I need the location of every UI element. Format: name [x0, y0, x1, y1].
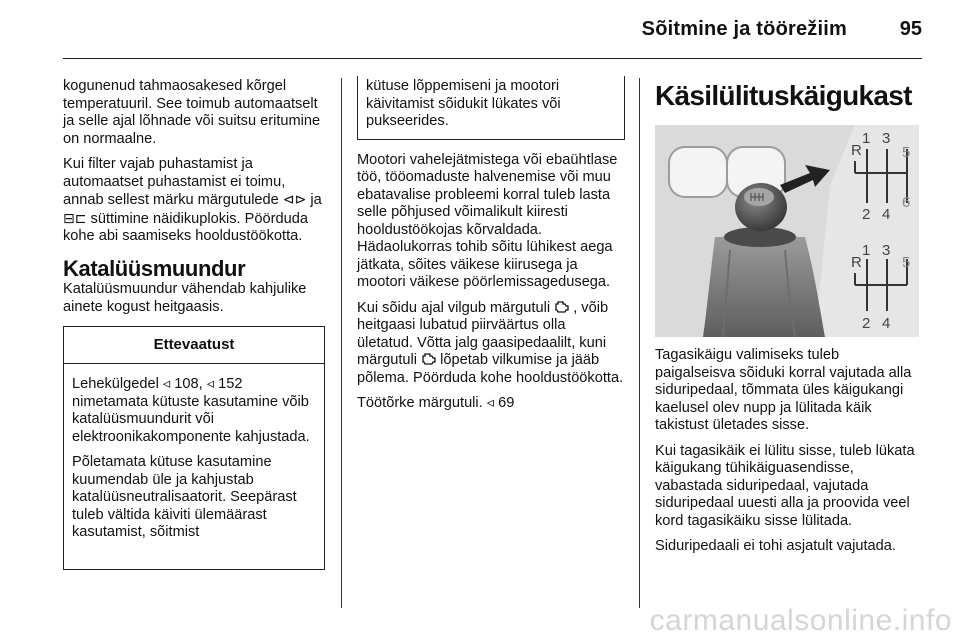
gear-label: 3 — [882, 242, 891, 259]
paragraph: kogunenud tahmaosakesed kõrgel temperatuuril. See toimub automaatselt ja selle ajal lõhnade või suitsu eritumine on normaalne. — [63, 78, 321, 147]
caution-body — [64, 364, 324, 542]
gear-label: R — [851, 254, 862, 271]
text: ja — [310, 192, 322, 208]
column-3 — [655, 78, 923, 564]
exhaust-warning-icon: ⊲⊳ — [282, 191, 307, 207]
section-heading: Katalüüsmuundur — [63, 255, 246, 281]
paragraph — [357, 300, 625, 388]
text: lõpetab vilkumise ja jääb põlema. Pöörduda kohe hooldustöökotta. — [357, 352, 624, 386]
gear-label: 4 — [882, 206, 891, 223]
engine-warning-icon — [554, 300, 569, 313]
gear-label: 2 — [862, 315, 871, 332]
paragraph: Mootori vahelejätmistega või ebaühtlase töö, tööomaduste halvenemise või muu ebatavalise probleemi korral tuleb lasta selle põhjused võimalikult kiiresti hooldustöökojas kõrvaldada. Hädaolukorras tohib sõitu lühikest aega jätkata, sõites väikese kiirusega ja mootori väikese pöörlemissagedusega. — [357, 151, 618, 290]
paragraph — [63, 156, 325, 246]
caution-box — [63, 326, 325, 570]
gear-label: 4 — [882, 315, 891, 332]
paragraph: Siduripedaali ei tohi asjatult vajutada. — [655, 538, 896, 554]
text: Kui filter vajab puhastamist ja automaatset puhastamist ei toimu, annab sellest märku märgutulede — [63, 156, 286, 208]
text: süttimine näidikuplokis. Pöörduda kohe abi saamiseks hooldustöökotta. — [63, 210, 308, 244]
paragraph: Kui tagasikäik ei lülitu sisse, tuleb lükata käigukang tühikäiguasendisse, vabastada siduripedaal, vajutada siduripedaal uuesti alla ja proovida veel kord tagasikäiku sisse lülitada. — [655, 442, 915, 529]
watermark: carmanualsonline.info — [649, 604, 952, 637]
page-title: Sõitmine ja töörežiim — [641, 18, 847, 40]
paragraph: Töötõrke märgutuli. ◃ 69 — [357, 395, 515, 411]
section-heading: Käsilülituskäigukast — [655, 80, 912, 111]
gear-label: 5 — [902, 144, 911, 161]
diesel-filter-icon: ⊟⊏ — [63, 209, 87, 226]
column-1 — [63, 78, 325, 570]
text: Kui sõidu ajal vilgub märgutuli — [357, 299, 551, 316]
gear-knob-illustration — [655, 125, 919, 337]
paragraph: Lehekülgedel ◃ 108, ◃ 152 nimetamata kütuste kasutamine võib katalüüsmuundurit või elektroonikakomponente kahjustada. — [72, 376, 310, 445]
gear-label: 2 — [862, 206, 871, 223]
paragraph: Katalüüsmuundur vähendab kahjulike ainete kogust heitgaasis. — [63, 281, 307, 315]
gearshift-illustration — [655, 125, 919, 337]
engine-warning-icon — [421, 352, 436, 365]
gear-label: 3 — [882, 130, 891, 147]
column-divider-2 — [639, 78, 640, 608]
column-2 — [357, 78, 625, 421]
caution-box-continued — [357, 76, 625, 140]
gear-label: 6 — [902, 194, 911, 211]
column-divider-1 — [341, 78, 342, 608]
text: , võib heitgaasi lubatud piirväärtus olla ületatud. Võtta jalg gaasipedaalilt, kuni märgutuli — [357, 299, 609, 368]
gear-label: 1 — [862, 130, 871, 147]
page-number: 95 — [899, 18, 922, 40]
gear-label: 1 — [862, 242, 871, 259]
header-divider — [63, 58, 922, 59]
paragraph: kütuse lõppemiseni ja mootori käivitamist sõidukit lükates või pukseerides. — [366, 78, 561, 129]
paragraph: Tagasikäigu valimiseks tuleb paigalseisva sõiduki korral vajutada alla siduripedaal, tõmmata üles käigukangi kaelusel olev nupp ja lülitada käik takistust ületades sisse. — [655, 347, 912, 433]
page-header — [0, 0, 960, 58]
gear-label: 5 — [902, 254, 911, 271]
gear-label: R — [851, 142, 862, 159]
paragraph: Põletamata kütuse kasutamine kuumendab üle ja kahjustab katalüüsneutralisaatorit. Seepärast tuleb vältida käiviti ülemäärast kasutamist, sõitmist — [72, 454, 297, 540]
caution-title: Ettevaatust — [64, 327, 324, 364]
